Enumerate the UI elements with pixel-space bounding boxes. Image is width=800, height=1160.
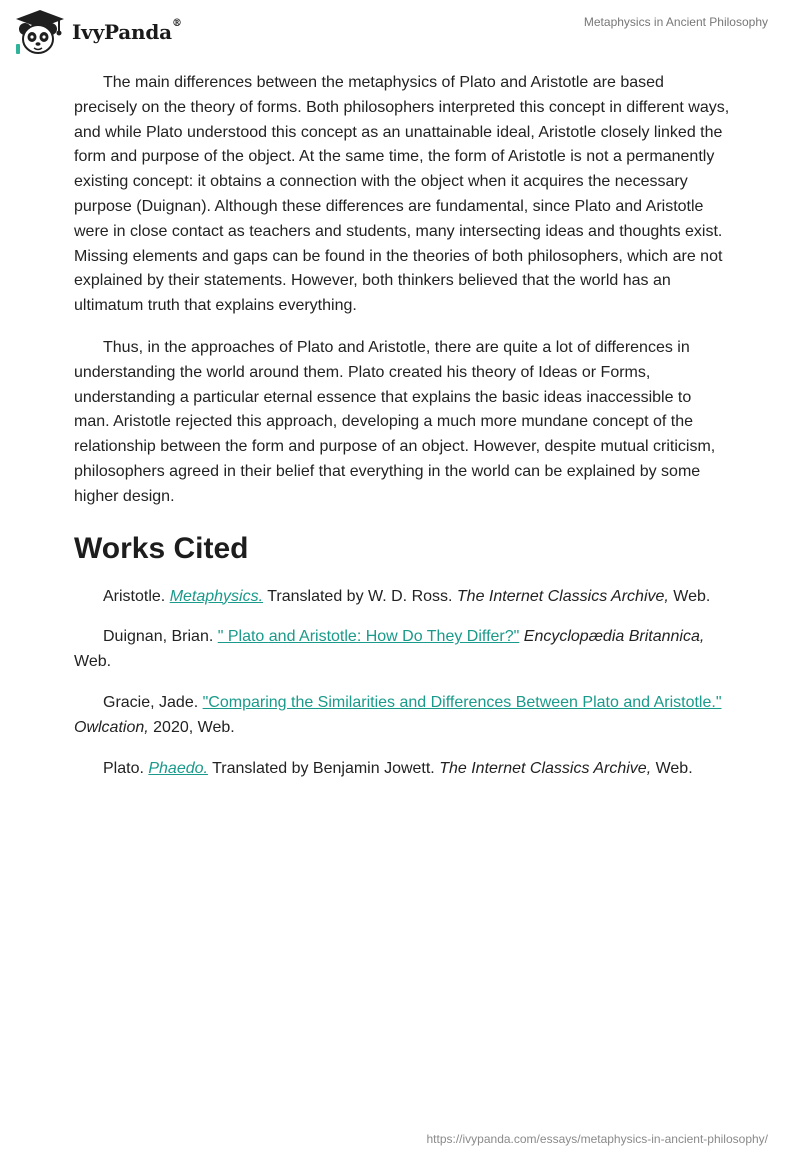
- page-header: [0, 0, 800, 64]
- logo[interactable]: [14, 8, 182, 56]
- citation-link[interactable]: "Comparing the Similarities and Differences Between Plato and Aristotle.": [202, 693, 722, 711]
- body-paragraph: The main differences between the metaphysics of Plato and Aristotle are based precisely on the theory of forms. Both philosophers interpreted this concept in different ways, and while Plato understood this concept as an unattainable ideal, Aristotle closely linked the form and purpose of the object. At the same time, the form of Aristotle is not a permanently existing concept: it obtains a connection with the object when it acquires the necessary purpose (Duignan). Although these differences are fundamental, since Plato and Aristotle were in close contact as teachers and students, many intersecting ideas and thoughts exist. Missing elements and gaps can be found in the theories of both philosophers, which are not explained by their statements. However, both thinkers believed that the world has an ultimatum truth that explains everything.: [74, 74, 730, 315]
- citation-entry: Duignan, Brian. " Plato and Aristotle: How Do They Differ?" Encyclopædia Britannica, Web.: [74, 628, 705, 671]
- document-title: Metaphysics in Ancient Philosophy: [583, 15, 768, 29]
- citation-entry: Gracie, Jade. "Comparing the Similarities and Differences Between Plato and Aristotle." Owlcation, 2020, Web.: [74, 693, 722, 736]
- body-paragraph: Thus, in the approaches of Plato and Aristotle, there are quite a lot of differences in understanding the world around them. Plato created his theory of Ideas or Forms, understanding a particular eternal essence that explains the basic ideas inaccessible to man. Aristotle rejected this approach, developing a much more mundane concept of the relationship between the form and purpose of an object. However, despite mutual criticism, philosophers agreed in their belief that everything in the world can be explained by some higher design.: [74, 338, 716, 505]
- citation-entry: Aristotle. Metaphysics. Translated by W. D. Ross. The Internet Classics Archive, Web.: [103, 587, 711, 605]
- panda-graduate-icon: [14, 8, 66, 56]
- citation-link[interactable]: Phaedo.: [148, 759, 208, 777]
- citation-link[interactable]: " Plato and Aristotle: How Do They Differ?": [217, 628, 520, 646]
- citation-entry: Plato. Phaedo. Translated by Benjamin Jowett. The Internet Classics Archive, Web.: [103, 759, 693, 777]
- brand-name: IvyPanda®: [72, 18, 182, 44]
- source-url[interactable]: https://ivypanda.com/essays/metaphysics-in-ancient-philosophy/: [426, 1132, 768, 1146]
- citation-link[interactable]: Metaphysics.: [169, 587, 264, 605]
- essay-content: [74, 71, 730, 797]
- works-cited-heading: Works Cited: [74, 531, 249, 565]
